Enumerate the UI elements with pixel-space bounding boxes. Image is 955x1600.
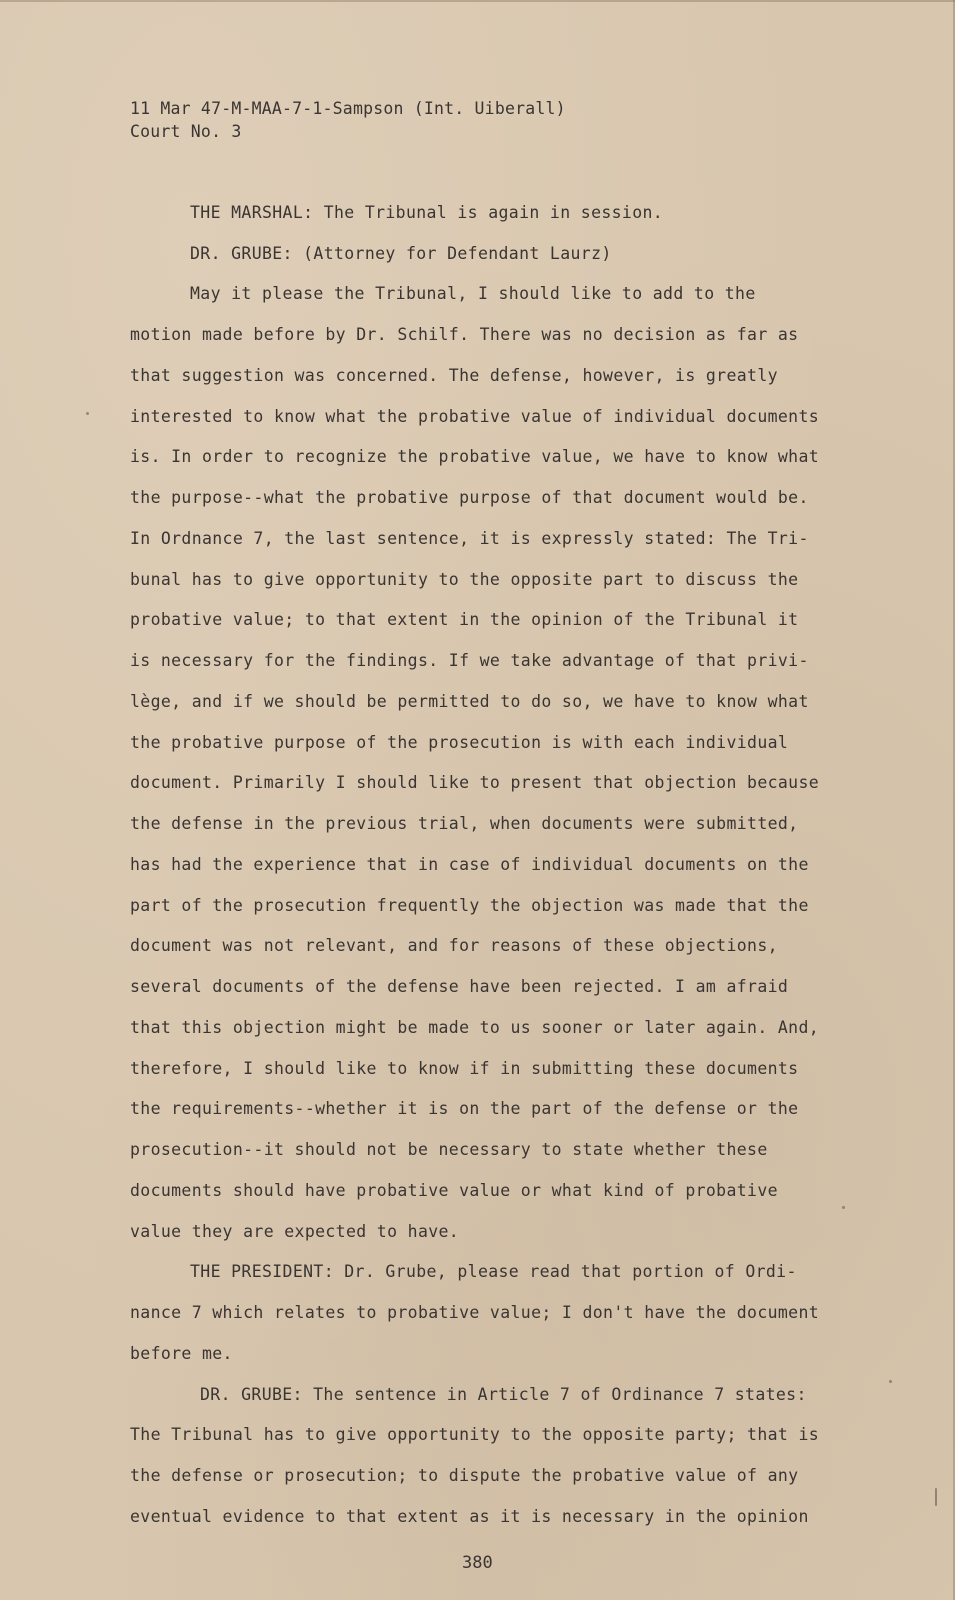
body-line: DR. GRUBE: (Attorney for Defendant Laurz): [190, 244, 612, 263]
body-line: In Ordnance 7, the last sentence, it is expressly stated: The Tri-: [130, 529, 809, 548]
body-line: eventual evidence to that extent as it is necessary in the opinion: [130, 1507, 809, 1526]
body-line: has had the experience that in case of individual documents on the: [130, 855, 809, 874]
body-line: May it please the Tribunal, I should like to add to the: [190, 284, 756, 303]
body-line: part of the prosecution frequently the objection was made that the: [130, 896, 809, 915]
body-line: bunal has to give opportunity to the opposite part to discuss the: [130, 570, 799, 589]
speck: [889, 1380, 892, 1383]
body-line: THE MARSHAL: The Tribunal is again in session.: [190, 203, 664, 222]
body-line: prosecution--it should not be necessary to state whether these: [130, 1140, 768, 1159]
body-line: nance 7 which relates to probative value; I don't have the document: [130, 1303, 820, 1322]
header-court: Court No. 3: [130, 122, 242, 141]
page-edge-top: [0, 0, 955, 2]
speck: [842, 1206, 845, 1209]
body-line: is. In order to recognize the probative value, we have to know what: [130, 447, 820, 466]
body-line: is necessary for the findings. If we take advantage of that privi-: [130, 651, 809, 670]
body-line: the purpose--what the probative purpose of that document would be.: [130, 488, 809, 507]
body-line: documents should have probative value or what kind of probative: [130, 1181, 778, 1200]
body-line: document. Primarily I should like to present that objection because: [130, 773, 820, 792]
body-line: value they are expected to have.: [130, 1222, 460, 1241]
body-line: that this objection might be made to us sooner or later again. And,: [130, 1018, 820, 1037]
body-line: before me.: [130, 1344, 233, 1363]
header-reference: 11 Mar 47-M-MAA-7-1-Sampson (Int. Uiberall): [130, 99, 566, 118]
page-number: 380: [462, 1553, 493, 1573]
body-line: lège, and if we should be permitted to do so, we have to know what: [130, 692, 809, 711]
body-line: DR. GRUBE: The sentence in Article 7 of Ordinance 7 states:: [200, 1385, 807, 1404]
body-line: interested to know what the probative value of individual documents: [130, 407, 820, 426]
speck: [86, 412, 89, 415]
body-line: that suggestion was concerned. The defense, however, is greatly: [130, 366, 778, 385]
edge-tear: [935, 1488, 937, 1506]
body-line: the requirements--whether it is on the part of the defense or the: [130, 1099, 799, 1118]
body-line: the probative purpose of the prosecution is with each individual: [130, 733, 789, 752]
body-line: probative value; to that extent in the opinion of the Tribunal it: [130, 610, 799, 629]
body-line: therefore, I should like to know if in submitting these documents: [130, 1059, 799, 1078]
body-line: motion made before by Dr. Schilf. There was no decision as far as: [130, 325, 799, 344]
body-line: THE PRESIDENT: Dr. Grube, please read that portion of Ordi-: [190, 1262, 797, 1281]
body-line: the defense or prosecution; to dispute the probative value of any: [130, 1466, 799, 1485]
body-line: several documents of the defense have been rejected. I am afraid: [130, 977, 789, 996]
body-line: document was not relevant, and for reasons of these objections,: [130, 936, 778, 955]
body-line: the defense in the previous trial, when documents were submitted,: [130, 814, 799, 833]
body-line: The Tribunal has to give opportunity to the opposite party; that is: [130, 1425, 820, 1444]
